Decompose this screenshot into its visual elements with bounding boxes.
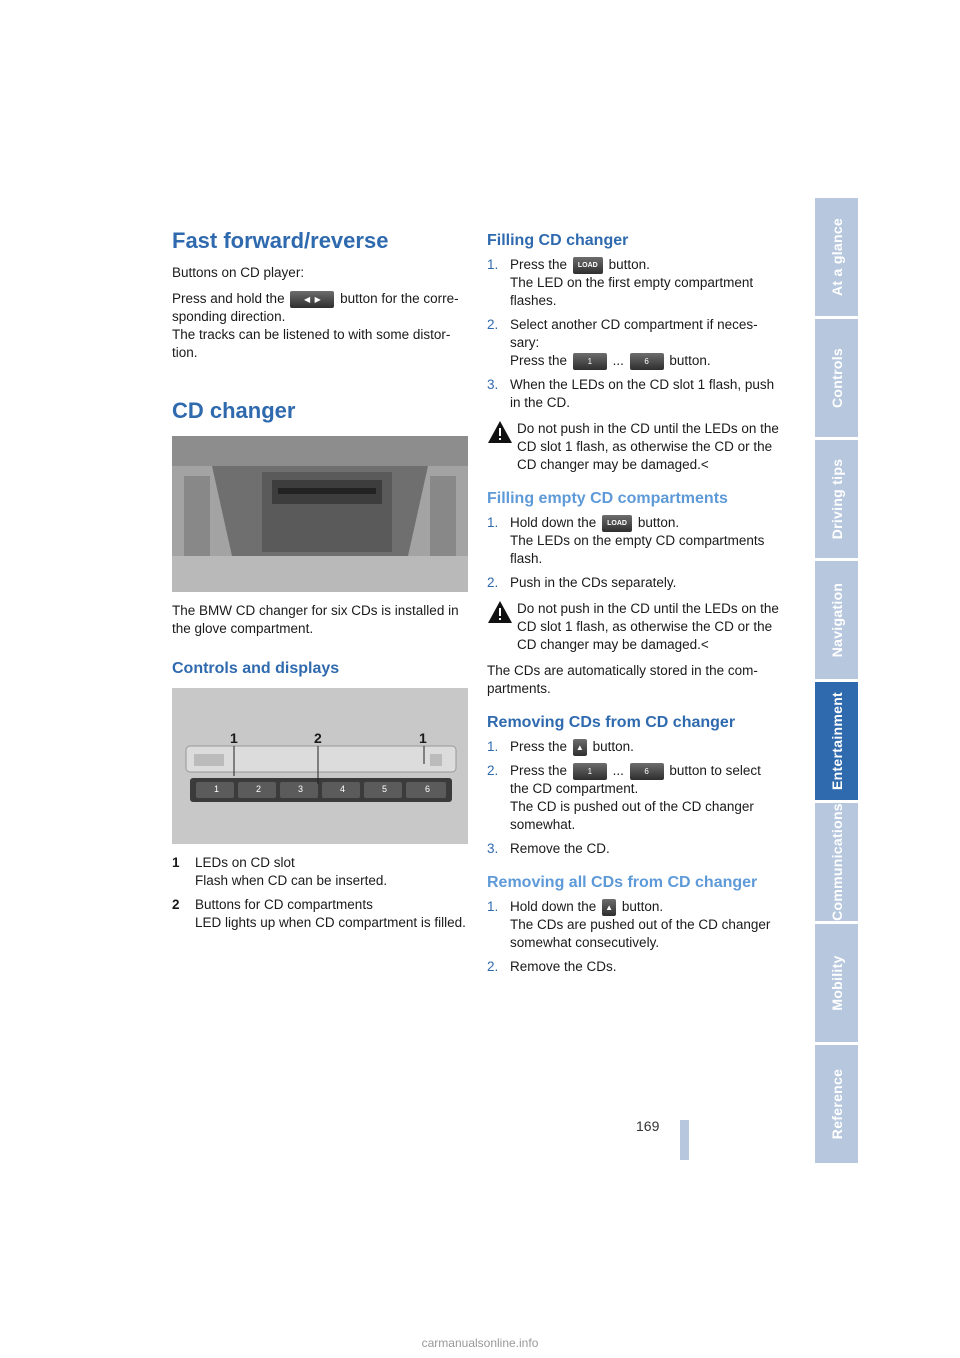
callout-2: 2: [314, 730, 322, 746]
cd-button-label-4: 4: [340, 784, 346, 794]
removing-steps: [487, 738, 780, 858]
filling-steps: [487, 256, 780, 412]
warning-triangle-icon: [487, 420, 517, 474]
tab-label: Driving tips: [828, 458, 845, 540]
warning-note: Do not push in the CD until the LEDs on the CD slot 1 flash, as otherwise the CD or the CD changer may be damaged.<: [487, 600, 780, 654]
list-item: 1. Press the ▲ button.: [487, 739, 634, 754]
para-press-hold: Press and hold the ◀ ▶ button for the corre-sponding direction. The tracks can be listened to with some distor-tion.: [172, 291, 459, 360]
tab-at-a-glance[interactable]: [815, 198, 858, 316]
tab-driving-tips[interactable]: [815, 440, 858, 558]
left-column: [172, 228, 468, 938]
eject-button-icon: ▲: [573, 739, 587, 756]
warning-triangle-icon: [487, 600, 517, 654]
tab-entertainment[interactable]: [815, 682, 858, 800]
empty-steps: [487, 514, 780, 592]
section-tabs: [815, 198, 858, 1166]
load-button-icon: LOAD: [573, 257, 603, 274]
para-buttons: Buttons on CD player:: [172, 265, 305, 280]
heading-filling-cd-changer: Filling CD changer: [487, 232, 629, 249]
heading-removing-cds: Removing CDs from CD changer: [487, 714, 736, 731]
cd-button-label-1: 1: [214, 784, 220, 794]
cd-controls-diagram: [172, 688, 468, 844]
list-item: 1. Hold down the LOAD button. The LEDs on the empty CD compartments flash.: [487, 515, 765, 566]
list-item: 2. Select another CD compartment if neces-sary: Press the 1 ... 6 button.: [487, 317, 758, 368]
cd-button-label-3: 3: [298, 784, 304, 794]
tab-label: Controls: [828, 348, 845, 408]
list-item: 2. Remove the CDs.: [487, 959, 617, 974]
tab-label: Communications: [828, 803, 845, 921]
tab-controls[interactable]: [815, 319, 858, 437]
tab-mobility[interactable]: [815, 924, 858, 1042]
callout-1-left: 1: [230, 730, 238, 746]
tab-reference[interactable]: [815, 1045, 858, 1163]
tab-label: Reference: [828, 1068, 845, 1140]
cd-controls-illustration: [172, 688, 468, 844]
cd-button-label-2: 2: [256, 784, 262, 794]
heading-fast-forward: Fast forward/reverse: [172, 228, 389, 253]
tab-label: Entertainment: [828, 691, 845, 791]
cd-button-1-icon: 1: [573, 353, 607, 370]
glove-compartment-illustration: [172, 436, 468, 592]
tab-communications[interactable]: [815, 803, 858, 921]
tab-label: Mobility: [828, 955, 845, 1011]
eject-button-icon: ▲: [602, 899, 616, 916]
page-number-bar: [680, 1120, 689, 1160]
cd-button-1-icon: 1: [573, 763, 607, 780]
warning-note: Do not push in the CD until the LEDs on the CD slot 1 flash, as otherwise the CD or the CD changer may be damaged.<: [487, 420, 780, 474]
para-stored: The CDs are automatically stored in the com-partments.: [487, 663, 758, 696]
right-column: [487, 232, 780, 984]
tab-label: At a glance: [828, 218, 845, 296]
figure-legend: [172, 854, 468, 932]
list-item: 3. Remove the CD.: [487, 841, 610, 856]
cd-button-6-icon: 6: [630, 763, 664, 780]
callout-1-right: 1: [419, 730, 427, 746]
list-item: 2. Press the 1 ... 6 button to select the CD compartment. The CD is pushed out of the CD changer somewhat.: [487, 763, 761, 832]
list-item: 1. Hold down the ▲ button. The CDs are pushed out of the CD changer somewhat consecutively.: [487, 899, 771, 950]
legend-item: 2 Buttons for CD compartments LED lights up when CD compartment is filled.: [172, 897, 466, 930]
list-item: 1. Press the LOAD button. The LED on the first empty compartment flashes.: [487, 257, 754, 308]
page-number: 169: [636, 1118, 660, 1134]
removing-all-steps: [487, 898, 780, 976]
cd-changer-photo: [172, 436, 468, 592]
heading-cd-changer: CD changer: [172, 398, 296, 423]
list-item: 3. When the LEDs on the CD slot 1 flash, push in the CD.: [487, 377, 775, 410]
seek-arrows-button-icon: ◀ ▶: [290, 291, 334, 308]
legend-item: 1 LEDs on CD slot Flash when CD can be inserted.: [172, 855, 388, 888]
heading-controls-displays: Controls and displays: [172, 660, 340, 677]
heading-filling-empty: Filling empty CD compartments: [487, 490, 728, 507]
cd-button-label-5: 5: [382, 784, 388, 794]
cd-button-label-6: 6: [425, 784, 431, 794]
load-button-icon: LOAD: [602, 515, 632, 532]
tab-label: Navigation: [828, 582, 845, 658]
list-item: 2. Push in the CDs separately.: [487, 575, 677, 590]
tab-navigation[interactable]: [815, 561, 858, 679]
watermark: carmanualsonline.info: [421, 1336, 539, 1350]
cd-button-6-icon: 6: [630, 353, 664, 370]
heading-removing-all: Removing all CDs from CD changer: [487, 874, 758, 891]
para-installed: The BMW CD changer for six CDs is installed in the glove compartment.: [172, 603, 459, 636]
